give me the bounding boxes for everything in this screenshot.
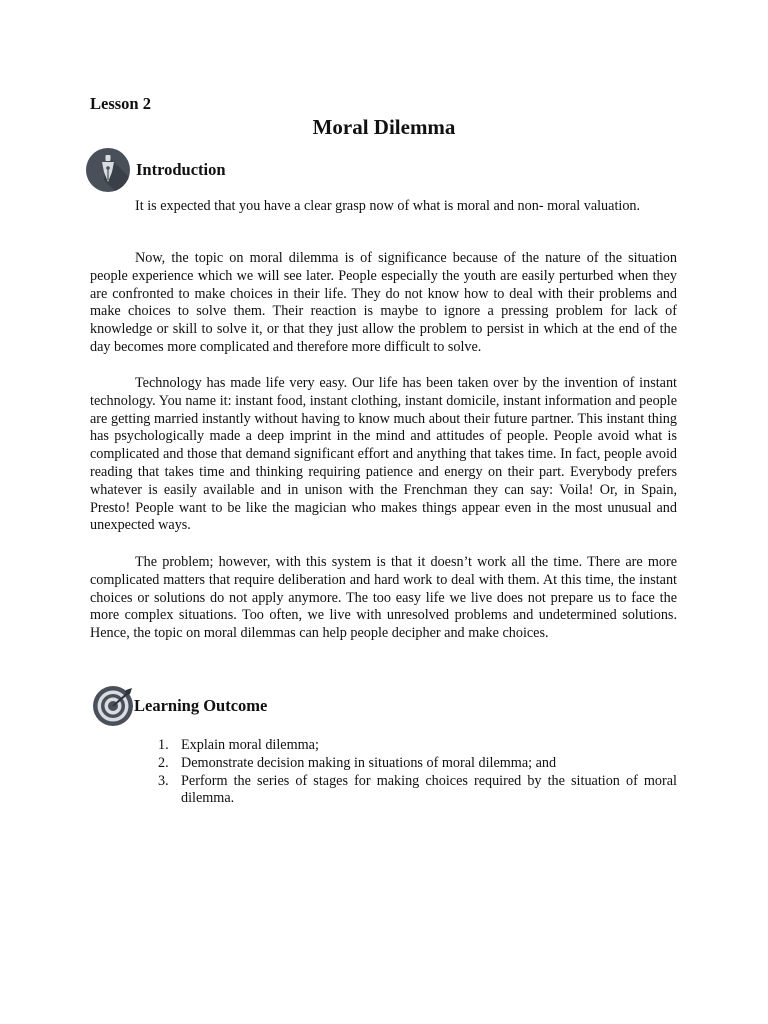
list-item-text: Demonstrate decision making in situations of moral dilemma; and bbox=[181, 754, 557, 771]
target-icon bbox=[92, 685, 134, 727]
introduction-heading bbox=[86, 148, 226, 192]
intro-paragraph-2: Now, the topic on moral dilemma is of significance because of the nature of the situation people experience which we will see later. People especially the youth are easily perturbed when they are confronted to make choices in their life. They do not know how to deal with their problems and make choices to solve them. Their reaction is maybe to ignore a pressing problem for lack of knowledge or skill to solve it, or that they just allow the problem to persist in which at the end of the day becomes more complicated and therefore more difficult to solve. bbox=[90, 250, 677, 355]
list-item-number: 1. bbox=[158, 737, 169, 753]
introduction-heading-text: Introduction bbox=[136, 160, 226, 179]
page-title: Moral Dilemma bbox=[312, 115, 456, 139]
list-item-text: Explain moral dilemma; bbox=[181, 737, 319, 753]
learning-outcome-heading-text: Learning Outcome bbox=[134, 696, 268, 715]
learning-outcome-heading bbox=[92, 685, 267, 727]
list-item-text: Perform the series of stages for making choices required by the situation of moral dilemma. bbox=[181, 772, 677, 807]
intro-paragraph-1: It is expected that you have a clear grasp now of what is moral and non- moral valuation. bbox=[135, 198, 641, 214]
list-item bbox=[158, 737, 677, 755]
pen-nib-icon bbox=[86, 148, 130, 192]
list-item bbox=[158, 754, 677, 773]
learning-outcome-list bbox=[158, 737, 677, 808]
intro-paragraph-3: Technology has made life very easy. Our life has been taken over by the invention of instant technology. You name it: instant food, instant clothing, instant domicile, instant information and people are getting married instantly without having to know much about their future partner. This instant thing has psychologically made a deep imprint in the mind and attitudes of people. People avoid what is complicated and those that demand significant effort and anything that takes time. In fact, people avoid reading that takes time and thinking requiring patience and energy on their part. Everybody prefers whatever is easily available and in unison with the Frenchman they can say: Voila! Or, in Spain, Presto! People want to be like the magician who makes things appear even in the most unusual and unexpected ways. bbox=[90, 375, 677, 534]
lesson-label: Lesson 2 bbox=[90, 94, 151, 113]
list-item-number: 3. bbox=[158, 772, 169, 789]
intro-paragraph-4: The problem; however, with this system is that it doesn’t work all the time. There are more complicated matters that require deliberation and hard work to deal with them. At this time, the instant choices or solutions do not apply anymore. The too easy life we live does not prepare us to face the more complex situations. Too often, we live with unresolved problems and undetermined solutions. Hence, the topic on moral dilemmas can help people decipher and make choices. bbox=[90, 554, 677, 642]
list-item-number: 2. bbox=[158, 754, 169, 771]
list-item bbox=[158, 772, 677, 809]
